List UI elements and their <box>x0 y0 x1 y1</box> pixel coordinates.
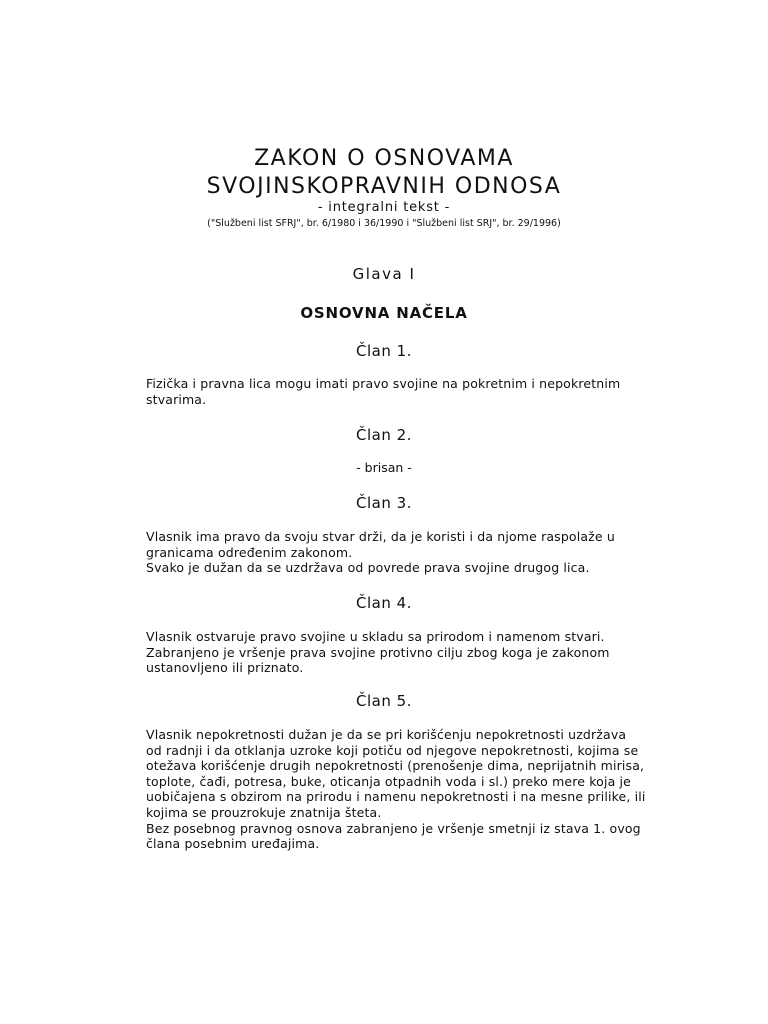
gazette-reference: ("Službeni list SFRJ", br. 6/1980 i 36/1990 i "Službeni list SRJ", br. 29/1996) <box>207 218 561 229</box>
article-5-body <box>146 727 646 852</box>
article-5-paragraph-1: Vlasnik nepokretnosti dužan je da se pri korišćenju nepokretnosti uzdržava od radnji i da otklanja uzroke koji potiču od njegove nepokretnosti, kojima se otežava korišćenje drugih nepokretnosti (prenošenje dima, neprijatnih mirisa, toplote, čađi, potresa, buke, oticanja otpadnih voda i sl.) preko mere koja je uobičajena s obzirom na prirodu i namenu nepokretnosti i na mesne prilike, ili kojima se prouzrokuje znatnija šteta. <box>146 727 646 820</box>
law-title-line-1: ZAKON O OSNOVAMA <box>254 146 514 171</box>
article-3-body <box>146 529 646 576</box>
article-4-paragraph-1: Vlasnik ostvaruje pravo svojine u skladu sa prirodom i namenom stvari. <box>146 629 605 644</box>
article-1-body <box>146 376 646 407</box>
article-3-paragraph-1: Vlasnik ima pravo da svoju stvar drži, da je koristi i da njome raspolaže u granicama određenim zakonom. <box>146 529 615 560</box>
article-3-heading: Član 3. <box>356 494 412 512</box>
article-4-body <box>146 629 646 676</box>
article-3-paragraph-2: Svako je dužan da se uzdržava od povrede prava svojine drugog lica. <box>146 560 590 576</box>
section-title: OSNOVNA NAČELA <box>300 304 468 322</box>
article-4-paragraph-2: Zabranjeno je vršenje prava svojine protivno cilju zbog koga je zakonom ustanovljeno ili priznato. <box>146 644 610 676</box>
article-2-deleted-note: - brisan - <box>356 460 412 475</box>
article-1-paragraph-1: Fizička i pravna lica mogu imati pravo svojine na pokretnim i nepokretnim stvarima. <box>146 376 621 407</box>
chapter-heading: Glava I <box>352 265 416 283</box>
article-4-heading: Član 4. <box>356 594 412 612</box>
article-2-heading: Član 2. <box>356 426 412 444</box>
law-title-line-2: SVOJINSKOPRAVNIH ODNOSA <box>206 174 562 199</box>
article-1-heading: Član 1. <box>356 342 412 360</box>
article-5-paragraph-2: Bez posebnog pravnog osnova zabranjeno je vršenje smetnji iz stava 1. ovog člana posebnim uređajima. <box>146 820 641 852</box>
integral-text-subtitle: - integralni tekst - <box>317 200 451 215</box>
article-5-heading: Član 5. <box>356 692 412 710</box>
